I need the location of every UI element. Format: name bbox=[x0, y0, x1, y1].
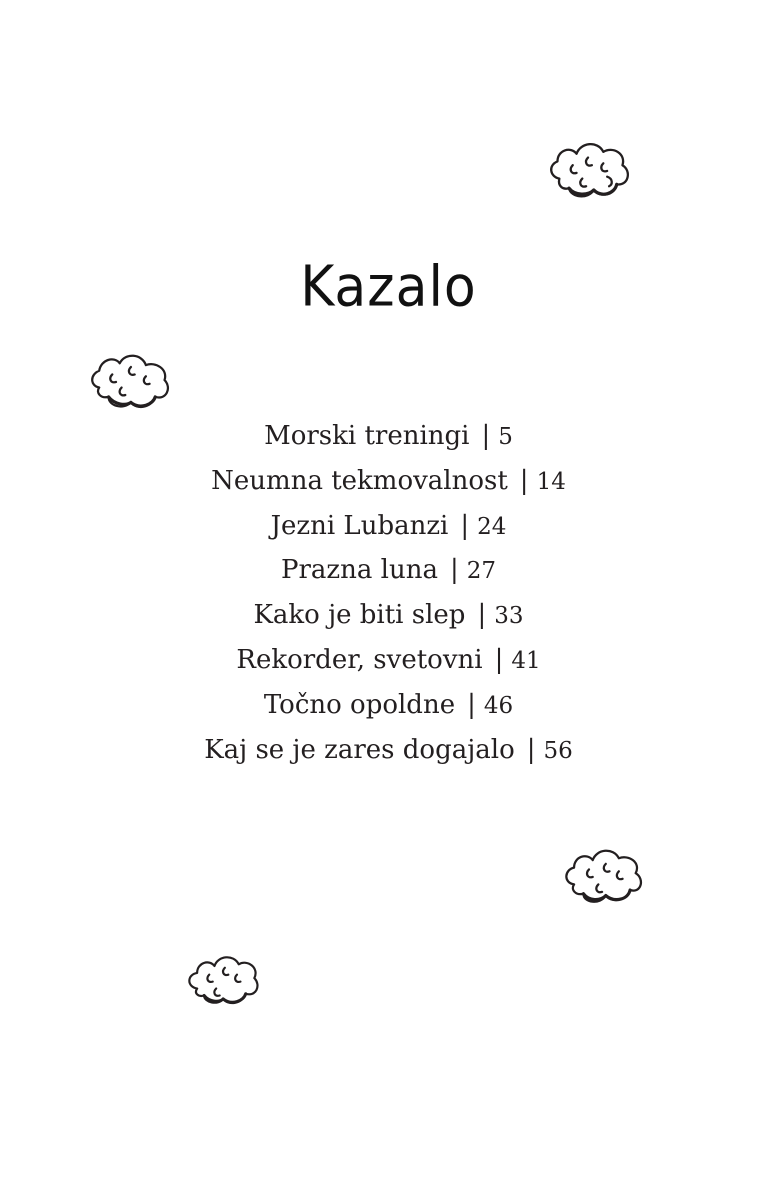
toc-entry-title: Rekorder, svetovni bbox=[236, 644, 483, 675]
toc-entry-page: 46 bbox=[483, 692, 514, 719]
toc-entry-page: 5 bbox=[498, 424, 513, 450]
toc-entry-page: 33 bbox=[494, 603, 524, 630]
cloud-doodle-icon bbox=[546, 136, 632, 204]
toc-entry-title: Točno opoldne bbox=[263, 689, 456, 720]
toc-entry-page: 24 bbox=[477, 513, 507, 540]
toc-entry-title: Kako je biti slep bbox=[253, 600, 466, 631]
toc-separator: | bbox=[477, 600, 487, 631]
toc-separator: | bbox=[449, 555, 459, 586]
toc-entry[interactable] bbox=[0, 414, 777, 459]
toc-entry[interactable] bbox=[0, 728, 777, 773]
cloud-doodle-icon bbox=[185, 947, 263, 1011]
toc-entry[interactable] bbox=[0, 593, 777, 638]
toc-separator: | bbox=[467, 689, 476, 720]
page-title: Kazalo bbox=[300, 254, 477, 320]
toc-separator: | bbox=[519, 465, 529, 496]
toc-entry-title: Prazna luna bbox=[281, 555, 438, 586]
toc-entry-page: 56 bbox=[543, 737, 573, 764]
toc-separator: | bbox=[494, 644, 504, 675]
toc-entry-title: Jezni Lubanzi bbox=[270, 510, 449, 541]
cloud-doodle-icon bbox=[88, 348, 172, 414]
toc-entry-page: 27 bbox=[466, 558, 496, 585]
table-of-contents bbox=[0, 414, 777, 772]
toc-entry-page: 14 bbox=[536, 468, 566, 495]
toc-entry-title: Kaj se je zares dogajalo bbox=[204, 734, 515, 765]
cloud-doodle-icon bbox=[561, 843, 645, 909]
toc-entry[interactable] bbox=[0, 459, 777, 504]
toc-entry-page: 41 bbox=[511, 647, 541, 674]
toc-entry[interactable] bbox=[0, 548, 777, 593]
toc-separator: | bbox=[460, 510, 470, 541]
toc-separator: | bbox=[481, 421, 491, 451]
toc-entry-title: Morski treningi bbox=[264, 421, 470, 451]
toc-entry[interactable] bbox=[0, 683, 777, 728]
toc-separator: | bbox=[526, 734, 536, 765]
toc-entry[interactable] bbox=[0, 504, 777, 549]
toc-entry[interactable] bbox=[0, 638, 777, 683]
toc-entry-title: Neumna tekmovalnost bbox=[211, 465, 508, 496]
